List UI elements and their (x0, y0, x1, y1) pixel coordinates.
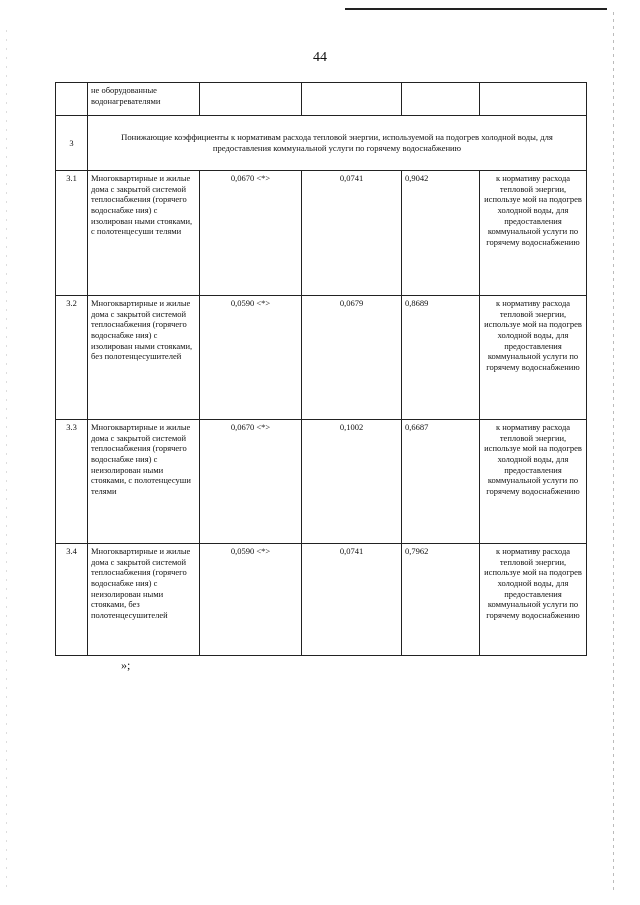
row-description: Многоквартирные и жилые дома с закрытой системой теплоснабжения (горячего водоснабже ния) с изолирован ными стояками, без полотенцесушителей (88, 296, 200, 420)
row-value-2: 0,0741 (302, 171, 402, 296)
row-description: не оборудованные водонагревателями (88, 83, 200, 116)
table-row (56, 544, 587, 656)
row-description: Многоквартирные и жилые дома с закрытой системой теплоснабжения (горячего водоснабже ния) с изолирован ными стояками, с полотенцесуши телями (88, 171, 200, 296)
row-value-1: 0,0590 <*> (200, 544, 302, 656)
coefficients-table (55, 82, 587, 656)
row-number: 3.2 (56, 296, 88, 420)
row-value-1 (200, 83, 302, 116)
row-note: к нормативу расхода тепловой энергии, используе мой на подогрев холодной воды, для предоставления коммунальной услуги по горячему водоснабжению (480, 544, 587, 656)
row-value-2: 0,0679 (302, 296, 402, 420)
row-value-3: 0,7962 (402, 544, 480, 656)
row-note (480, 83, 587, 116)
section-number: 3 (56, 116, 88, 171)
table-row-top (56, 83, 587, 116)
row-description: Многоквартирные и жилые дома с закрытой системой теплоснабжения (горячего водоснабже ния) с неизолирован ными стояками, без полотенцесушителей (88, 544, 200, 656)
table-row (56, 420, 587, 544)
row-note: к нормативу расхода тепловой энергии, используе мой на подогрев холодной воды, для предоставления коммунальной услуги по горячему водоснабжению (480, 171, 587, 296)
row-value-1: 0,0670 <*> (200, 420, 302, 544)
row-value-3: 0,6687 (402, 420, 480, 544)
row-number: 3.3 (56, 420, 88, 544)
row-number: 3.1 (56, 171, 88, 296)
row-value-3: 0,9042 (402, 171, 480, 296)
row-value-2 (302, 83, 402, 116)
closing-quote: »; (121, 658, 131, 672)
section-header-row (56, 116, 587, 171)
row-value-1: 0,0670 <*> (200, 171, 302, 296)
page-number: 44 (313, 50, 327, 65)
table-row (56, 171, 587, 296)
row-value-3 (402, 83, 480, 116)
row-note: к нормативу расхода тепловой энергии, используе мой на подогрев холодной воды, для предоставления коммунальной услуги по горячему водоснабжению (480, 420, 587, 544)
row-number (56, 83, 88, 116)
row-value-3: 0,8689 (402, 296, 480, 420)
section-title: Понижающие коэффициенты к нормативам расхода тепловой энергии, используемой на подогрев холодной воды, для предоставления коммунальной услуги по горячему водоснабжению (88, 116, 587, 171)
row-value-2: 0,0741 (302, 544, 402, 656)
row-description: Многоквартирные и жилые дома с закрытой системой теплоснабжения (горячего водоснабже ния) с неизолирован ными стояками, с полотенцесуши телями (88, 420, 200, 544)
row-value-2: 0,1002 (302, 420, 402, 544)
table-row (56, 296, 587, 420)
row-note: к нормативу расхода тепловой энергии, используе мой на подогрев холодной воды, для предоставления коммунальной услуги по горячему водоснабжению (480, 296, 587, 420)
scan-left-edge (6, 30, 7, 890)
row-number: 3.4 (56, 544, 88, 656)
scan-top-line (345, 8, 607, 10)
scan-right-edge (613, 12, 614, 892)
row-value-1: 0,0590 <*> (200, 296, 302, 420)
